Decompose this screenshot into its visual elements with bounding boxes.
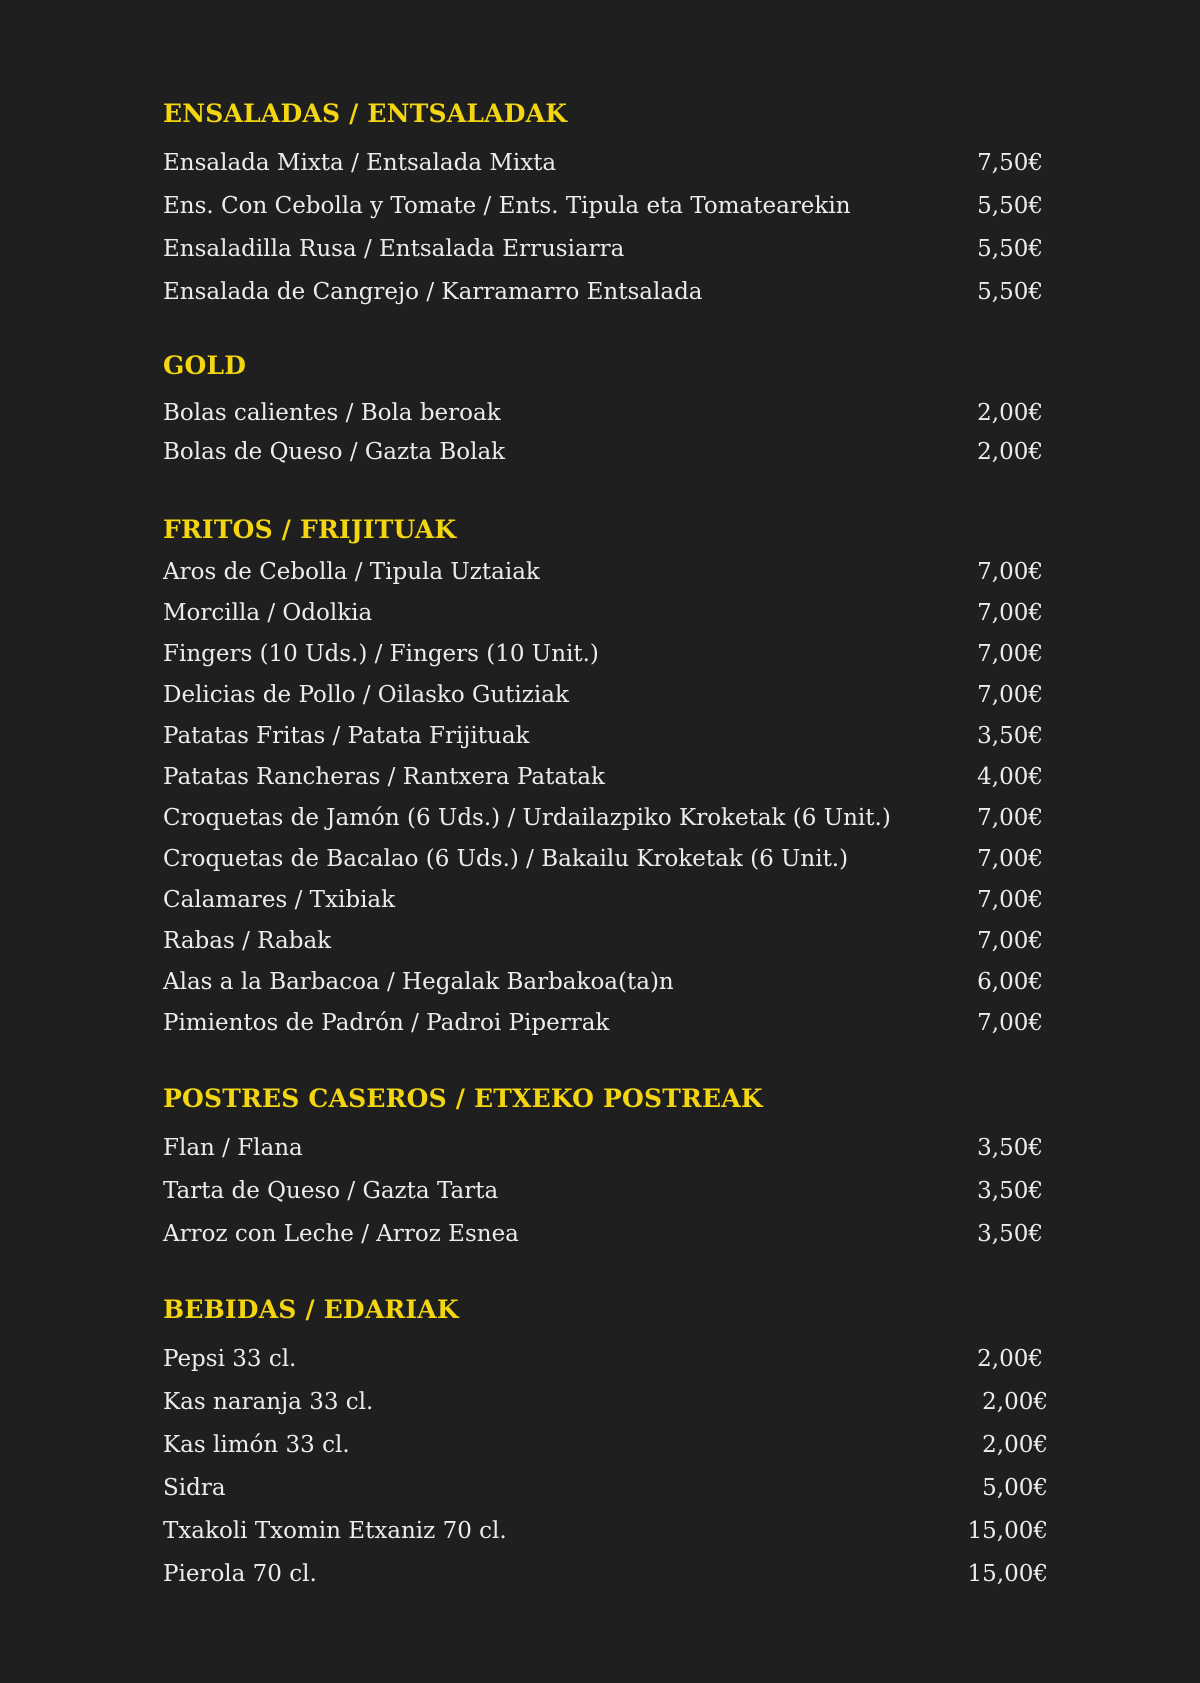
menu-item <box>163 921 1043 962</box>
menu-item <box>163 593 1043 634</box>
item-name: Pierola 70 cl. <box>163 1561 317 1587</box>
menu-item <box>163 880 1043 921</box>
item-name: Tarta de Queso / Gazta Tarta <box>163 1178 499 1204</box>
item-name: Bolas calientes / Bola beroak <box>163 400 501 426</box>
item-name: Aros de Cebolla / Tipula Uztaiak <box>163 559 540 585</box>
section-title: ENSALADAS / ENTSALADAK <box>163 99 568 128</box>
menu-item <box>163 1213 1043 1256</box>
item-price: 2,00€ <box>977 1346 1043 1372</box>
item-price: 6,00€ <box>977 969 1043 995</box>
menu-item <box>163 185 1043 228</box>
item-name: Alas a la Barbacoa / Hegalak Barbakoa(ta)n <box>163 969 674 995</box>
item-name: Ensalada Mixta / Entsalada Mixta <box>163 150 557 176</box>
item-name: Pimientos de Padrón / Padroi Piperrak <box>163 1010 610 1036</box>
item-price: 15,00€ <box>967 1561 1048 1587</box>
item-name: Kas naranja 33 cl. <box>163 1389 374 1415</box>
item-price: 2,00€ <box>977 439 1043 465</box>
menu-item <box>163 962 1043 1003</box>
item-price: 2,00€ <box>977 400 1043 426</box>
menu-section <box>163 348 1043 472</box>
item-name: Morcilla / Odolkia <box>163 600 373 626</box>
menu-section <box>163 96 1043 314</box>
item-price: 7,00€ <box>977 641 1043 667</box>
item-name: Bolas de Queso / Gazta Bolak <box>163 439 506 465</box>
item-price: 7,00€ <box>977 928 1043 954</box>
menu-item <box>163 433 1043 472</box>
menu-item <box>163 1553 1048 1596</box>
menu-item <box>163 552 1043 593</box>
item-name: Sidra <box>163 1475 226 1501</box>
menu-item <box>163 1424 1048 1467</box>
item-price: 7,00€ <box>977 559 1043 585</box>
item-price: 7,00€ <box>977 682 1043 708</box>
menu-item <box>163 394 1043 433</box>
item-name: Fingers (10 Uds.) / Fingers (10 Unit.) <box>163 641 599 667</box>
menu-item <box>163 142 1043 185</box>
menu-item <box>163 716 1043 757</box>
menu-section <box>163 1081 1043 1256</box>
item-name: Patatas Fritas / Patata Frijituak <box>163 723 530 749</box>
item-name: Rabas / Rabak <box>163 928 332 954</box>
item-price: 7,00€ <box>977 600 1043 626</box>
item-price: 7,00€ <box>977 846 1043 872</box>
menu-item <box>163 1510 1048 1553</box>
menu-item <box>163 1003 1043 1044</box>
item-name: Calamares / Txibiak <box>163 887 396 913</box>
section-title: BEBIDAS / EDARIAK <box>163 1295 459 1324</box>
item-price: 4,00€ <box>977 764 1043 790</box>
menu-item <box>163 1338 1043 1381</box>
item-name: Txakoli Txomin Etxaniz 70 cl. <box>163 1518 507 1544</box>
item-name: Arroz con Leche / Arroz Esnea <box>163 1221 519 1247</box>
menu-item <box>163 675 1043 716</box>
section-title: POSTRES CASEROS / ETXEKO POSTREAK <box>163 1084 763 1113</box>
item-price: 5,50€ <box>977 279 1043 305</box>
menu-item <box>163 798 1043 839</box>
section-title: GOLD <box>163 351 247 380</box>
item-price: 5,50€ <box>977 193 1043 219</box>
menu-section <box>163 512 1043 1044</box>
item-name: Croquetas de Jamón (6 Uds.) / Urdailazpiko Kroketak (6 Unit.) <box>163 805 891 831</box>
item-name: Croquetas de Bacalao (6 Uds.) / Bakailu Kroketak (6 Unit.) <box>163 846 849 872</box>
item-name: Kas limón 33 cl. <box>163 1432 350 1458</box>
item-name: Ensalada de Cangrejo / Karramarro Entsalada <box>163 279 703 305</box>
menu-item <box>163 1170 1043 1213</box>
menu-item <box>163 1467 1048 1510</box>
menu-item <box>163 757 1043 798</box>
item-name: Flan / Flana <box>163 1135 303 1161</box>
menu-item <box>163 1381 1048 1424</box>
item-price: 5,00€ <box>982 1475 1048 1501</box>
item-price: 7,00€ <box>977 805 1043 831</box>
item-price: 7,00€ <box>977 887 1043 913</box>
item-name: Ensaladilla Rusa / Entsalada Errusiarra <box>163 236 625 262</box>
menu-item <box>163 271 1043 314</box>
item-price: 7,00€ <box>977 1010 1043 1036</box>
item-price: 2,00€ <box>982 1389 1048 1415</box>
item-name: Pepsi 33 cl. <box>163 1346 297 1372</box>
item-price: 3,50€ <box>977 1135 1043 1161</box>
menu-item <box>163 634 1043 675</box>
menu-item <box>163 839 1043 880</box>
item-price: 3,50€ <box>977 723 1043 749</box>
item-price: 15,00€ <box>967 1518 1048 1544</box>
item-price: 5,50€ <box>977 236 1043 262</box>
item-price: 3,50€ <box>977 1221 1043 1247</box>
menu-item <box>163 1127 1043 1170</box>
menu-section <box>163 1292 1048 1596</box>
item-name: Patatas Rancheras / Rantxera Patatak <box>163 764 605 790</box>
item-price: 2,00€ <box>982 1432 1048 1458</box>
menu-item <box>163 228 1043 271</box>
item-name: Delicias de Pollo / Oilasko Gutiziak <box>163 682 569 708</box>
item-price: 7,50€ <box>977 150 1043 176</box>
section-title: FRITOS / FRIJITUAK <box>163 515 457 544</box>
item-price: 3,50€ <box>977 1178 1043 1204</box>
item-name: Ens. Con Cebolla y Tomate / Ents. Tipula eta Tomatearekin <box>163 193 851 219</box>
